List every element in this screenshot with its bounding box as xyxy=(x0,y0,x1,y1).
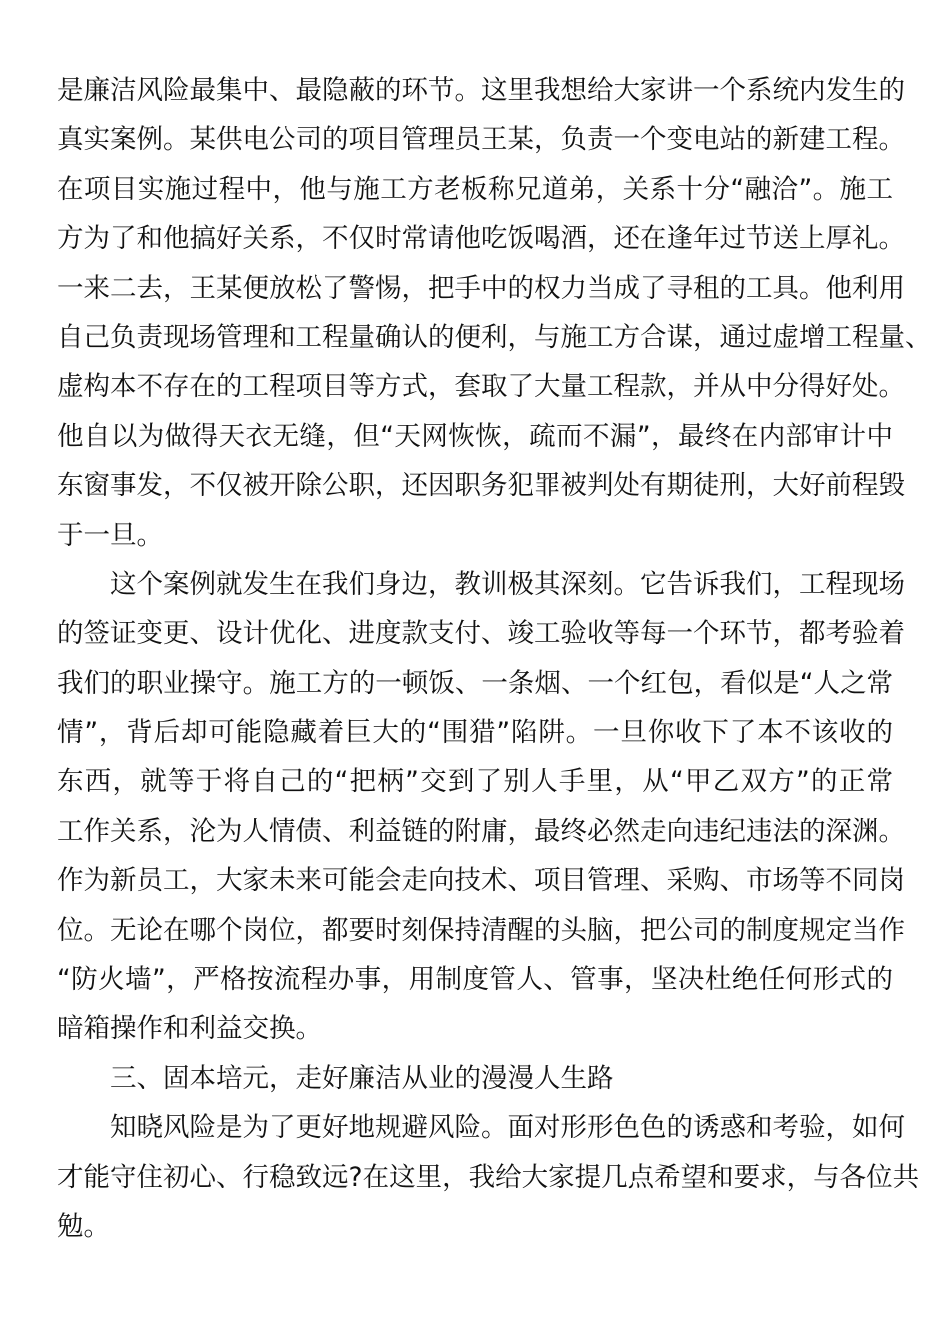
text-line: 的签证变更、设计优化、进度款支付、竣工验收等每一个环节，都考验着 xyxy=(57,618,905,650)
text-line: 东西，就等于将自己的“把柄”交到了别人手里，从“甲乙双方”的正常 xyxy=(57,766,893,798)
text-line: 他自以为做得天衣无缝，但“天网恢恢，疏而不漏”，最终在内部审计中 xyxy=(57,420,893,452)
text-line: 于一旦。 xyxy=(57,519,163,551)
text-line: “防火墙”，严格按流程办事，用制度管人、管事，坚决杜绝任何形式的 xyxy=(57,964,893,996)
text-line: 是廉洁风险最集中、最隐蔽的环节。这里我想给大家讲一个系统内发生的 xyxy=(57,75,905,106)
text-line: 情”，背后却可能隐藏着巨大的“围猎”陷阱。一旦你收下了本不该收的 xyxy=(57,717,893,749)
text-line: 知晓风险是为了更好地规避风险。面对形形色色的诱惑和考验，如何 xyxy=(110,1112,905,1144)
section-heading: 三、固本培元，走好廉洁从业的漫漫人生路 xyxy=(110,1062,614,1094)
text-line: 这个案例就发生在我们身边，教训极其深刻。它告诉我们，工程现场 xyxy=(110,568,905,600)
text-line: 才能守住初心、行稳致远?在这里，我给大家提几点希望和要求，与各位共 xyxy=(57,1161,920,1193)
text-line: 真实案例。某供电公司的项目管理员王某，负责一个变电站的新建工程。 xyxy=(57,124,905,156)
text-line: 东窗事发，不仅被开除公职，还因职务犯罪被判处有期徒刑，大好前程毁 xyxy=(57,470,905,502)
text-line: 一来二去，王某便放松了警惕，把手中的权力当成了寻租的工具。他利用 xyxy=(57,272,905,304)
paragraph-lesson xyxy=(57,560,905,1054)
text-line: 在项目实施过程中，他与施工方老板称兄道弟，关系十分“融洽”。施工 xyxy=(57,173,893,205)
text-line: 位。无论在哪个岗位，都要时刻保持清醒的头脑，把公司的制度规定当作 xyxy=(57,914,905,946)
paragraph-intro xyxy=(57,1103,920,1251)
text-line: 工作关系，沦为人情债、利益链的附庸，最终必然走向违纪违法的深渊。 xyxy=(57,815,905,847)
text-line: 我们的职业操守。施工方的一顿饭、一条烟、一个红包，看似是“人之常 xyxy=(57,667,893,699)
document-body xyxy=(57,66,932,1251)
text-line: 虚构本不存在的工程项目等方式，套取了大量工程款，并从中分得好处。 xyxy=(57,371,905,403)
text-line: 方为了和他搞好关系，不仅时常请他吃饭喝酒，还在逢年过节送上厚礼。 xyxy=(57,223,905,255)
text-line: 勉。 xyxy=(57,1210,110,1242)
text-line: 暗箱操作和利益交换。 xyxy=(57,1013,322,1045)
text-line: 作为新员工，大家未来可能会走向技术、项目管理、采购、市场等不同岗 xyxy=(57,865,905,897)
text-line: 自己负责现场管理和工程量确认的便利，与施工方合谋，通过虚增工程量、 xyxy=(57,321,932,353)
paragraph-case-story xyxy=(57,66,932,560)
